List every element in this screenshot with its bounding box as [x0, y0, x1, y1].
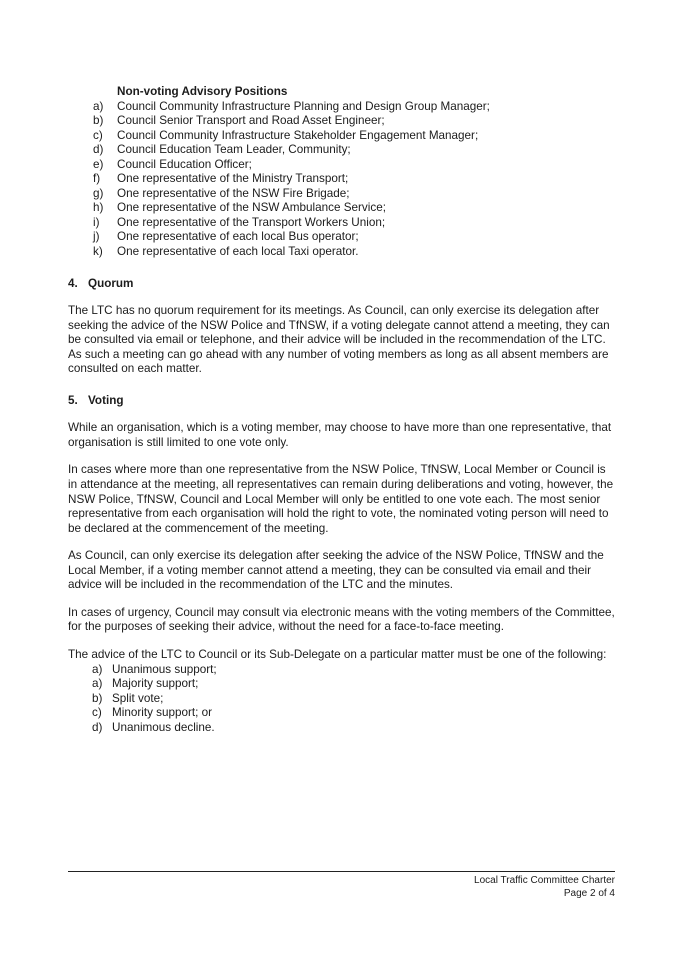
list-item-label: c) [93, 128, 103, 142]
section-title-text: Quorum [88, 276, 134, 290]
section-heading-voting [68, 394, 615, 409]
list-item [68, 663, 615, 678]
list-item [68, 245, 615, 260]
paragraph: The advice of the LTC to Council or its Sub-Delegate on a particular matter must be one of the following: [68, 647, 607, 661]
list-item [68, 201, 615, 216]
list-item-label: a) [92, 662, 103, 676]
list-item [68, 114, 615, 129]
list-item-label: b) [93, 114, 104, 128]
section-heading-quorum [68, 277, 615, 292]
list-item-text: Split vote; [112, 691, 164, 705]
list-item-text: Majority support; [112, 677, 199, 691]
paragraph: While an organisation, which is a voting member, may choose to have more than one representative, that organisation is still limited to one vote only. [68, 421, 612, 449]
list-item-text: Council Senior Transport and Road Asset Engineer; [117, 114, 385, 128]
list-item-text: Council Community Infrastructure Planning and Design Group Manager; [117, 99, 490, 113]
page-footer [68, 871, 615, 900]
list-item [68, 129, 615, 144]
footer-page-number: Page 2 of 4 [563, 888, 615, 899]
list-item-label: i) [93, 215, 100, 229]
list-item-label: g) [93, 186, 104, 200]
list-item-label: h) [93, 201, 104, 215]
list-item-label: b) [92, 691, 103, 705]
list-item-text: One representative of the Transport Workers Union; [117, 215, 386, 229]
list-item [68, 187, 615, 202]
list-item-label: c) [92, 706, 102, 720]
section-number: 4. [68, 276, 78, 290]
footer-document-title: Local Traffic Committee Charter [474, 875, 615, 886]
list-item [68, 158, 615, 173]
paragraph: In cases where more than one representative from the NSW Police, TfNSW, Local Member or Council is in attendance at the meeting, all representatives can remain during deliberations and voting, however, the NSW Police, TfNSW, Council and Local Member will only be entitled to one vote each. The most senior representative from each organisation will hold the right to vote, the nominated voting person will need to be declared at the commencement of the meeting. [68, 463, 614, 535]
list-item [68, 143, 615, 158]
section-title-text: Voting [88, 393, 124, 407]
list-item-label: d) [92, 720, 103, 734]
list-item-text: Unanimous decline. [112, 720, 215, 734]
list-item-text: One representative of each local Taxi operator. [117, 245, 359, 259]
list-item-label: e) [93, 157, 104, 171]
list-item-text: One representative of the Ministry Transport; [117, 172, 349, 186]
list-item-label: d) [93, 143, 104, 157]
list-item [68, 230, 615, 245]
voting-options-list [68, 663, 615, 736]
list-item-text: Council Education Team Leader, Community; [117, 143, 351, 157]
paragraph: The LTC has no quorum requirement for its meetings. As Council, can only exercise its delegation after seeking the advice of the NSW Police and TfNSW, if a voting delegate cannot attend a meeting, they can be consulted via email or telephone, and their advice will be included in the recommendation of the LTC. As such a meeting can go ahead with any number of voting members as long as all absent members are consulted on each matter. [68, 304, 610, 376]
list-item-text: One representative of each local Bus operator; [117, 230, 359, 244]
list-item [68, 692, 615, 707]
list-item-text: One representative of the NSW Fire Brigade; [117, 186, 350, 200]
section-number: 5. [68, 393, 78, 407]
paragraph: As Council, can only exercise its delegation after seeking the advice of the NSW Police, TfNSW and the Local Member, if a voting member cannot attend a meeting, they can be consulted via email and their advice will be included in the recommendation of the LTC and the minutes. [68, 549, 604, 592]
list-item [68, 100, 615, 115]
list-item-label: k) [93, 245, 103, 259]
list-item-text: Minority support; or [112, 706, 213, 720]
list-item-text: Council Community Infrastructure Stakeholder Engagement Manager; [117, 128, 479, 142]
list-item-text: Council Education Officer; [117, 157, 252, 171]
paragraph: In cases of urgency, Council may consult via electronic means with the voting members of the Committee, for the purposes of seeking their advice, without the need for a face-to-face meeting. [68, 605, 615, 634]
list-item-label: a) [92, 677, 103, 691]
list-item-text: Unanimous support; [112, 662, 217, 676]
advisory-positions-list [68, 100, 615, 260]
list-item-label: j) [93, 230, 100, 244]
list-item [68, 721, 615, 736]
list-item [68, 172, 615, 187]
list-item [68, 706, 615, 721]
advisory-positions-heading: Non-voting Advisory Positions [117, 85, 288, 98]
list-item-label: f) [93, 172, 101, 186]
list-item [68, 216, 615, 231]
list-item-label: a) [93, 99, 104, 113]
list-item-text: One representative of the NSW Ambulance Service; [117, 201, 386, 215]
document-page [68, 85, 615, 735]
list-item [68, 677, 615, 692]
